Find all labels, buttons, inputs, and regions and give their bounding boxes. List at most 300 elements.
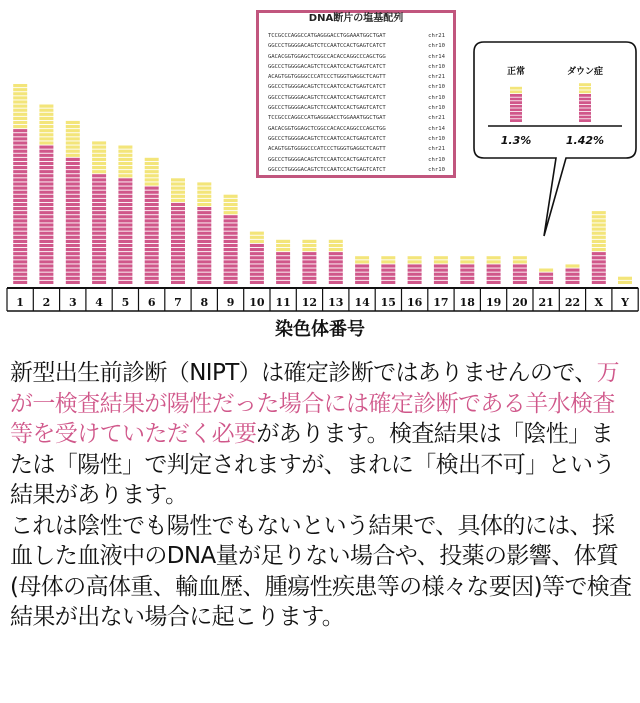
- bar-pink-segment-8: [197, 244, 211, 247]
- bar-yellow-segment-X: [592, 219, 606, 222]
- bar-pink-segment-1: [13, 129, 27, 132]
- bar-pink-segment-2: [39, 269, 53, 272]
- dna-sequence-title: DNA断片の塩基配列: [259, 13, 453, 25]
- bar-pink-segment-8: [197, 232, 211, 235]
- bar-pink-segment-8: [197, 236, 211, 239]
- bar-pink-segment-2: [39, 215, 53, 218]
- bar-yellow-segment-19: [487, 260, 501, 263]
- bar-pink-segment-3: [66, 252, 80, 255]
- bar-pink-segment-5: [118, 203, 132, 206]
- x-tick-label-3: 3: [68, 296, 77, 309]
- dna-sequence-text: GGCCCTGGGGACAGTCTCCAATCCACTGAGTCATCT: [268, 94, 386, 101]
- bar-pink-segment-6: [145, 228, 159, 231]
- bar-yellow-segment-X: [592, 244, 606, 247]
- bar-pink-segment-X: [592, 260, 606, 263]
- bar-pink-segment-4: [92, 199, 106, 202]
- bar-yellow-segment-8: [197, 203, 211, 206]
- bar-yellow-segment-7: [171, 182, 185, 185]
- bar-pink-segment-7: [171, 207, 185, 210]
- bar-pink-segment-1: [13, 158, 27, 161]
- dna-sequence-row: [268, 31, 445, 41]
- bar-yellow-segment-7: [171, 187, 185, 190]
- bar-pink-segment-12: [302, 269, 316, 272]
- bar-yellow-segment-1: [13, 84, 27, 87]
- x-tick-label-2: 2: [42, 296, 51, 309]
- callout-normal-pink-segment: [510, 112, 522, 115]
- bar-yellow-segment-6: [145, 178, 159, 181]
- bar-pink-segment-9: [224, 277, 238, 280]
- callout-down-pink-segment: [579, 116, 591, 119]
- bar-pink-segment-1: [13, 133, 27, 136]
- bar-pink-segment-1: [13, 260, 27, 263]
- bar-yellow-segment-X: [592, 228, 606, 231]
- bar-yellow-segment-X: [592, 223, 606, 226]
- bar-pink-segment-3: [66, 236, 80, 239]
- bar-pink-segment-19: [487, 269, 501, 272]
- dna-sequence-row: [268, 62, 445, 72]
- bar-pink-segment-7: [171, 228, 185, 231]
- bar-pink-segment-1: [13, 219, 27, 222]
- bar-pink-segment-5: [118, 223, 132, 226]
- dna-sequence-text: GGCCCTGGGGACAGTCTCCAATCCACTGAGTCATCT: [268, 84, 386, 91]
- bar-yellow-segment-1: [13, 113, 27, 116]
- x-tick-label-10: 10: [249, 296, 265, 309]
- bar-yellow-segment-17: [434, 260, 448, 263]
- bar-pink-segment-5: [118, 182, 132, 185]
- bar-pink-segment-18: [460, 269, 474, 272]
- bar-pink-segment-4: [92, 174, 106, 177]
- bar-pink-segment-1: [13, 191, 27, 194]
- bar-pink-segment-8: [197, 223, 211, 226]
- bar-yellow-segment-2: [39, 105, 53, 108]
- bar-pink-segment-14: [355, 277, 369, 280]
- bar-pink-segment-19: [487, 277, 501, 280]
- callout-normal-pink-segment: [510, 94, 522, 97]
- dna-chromosome-label: chr10: [428, 84, 445, 91]
- x-tick-label-22: 22: [564, 296, 581, 309]
- bar-pink-segment-4: [92, 244, 106, 247]
- bar-pink-segment-X: [592, 281, 606, 284]
- bar-pink-segment-X: [592, 252, 606, 255]
- bar-yellow-segment-1: [13, 109, 27, 112]
- explanation-text: [10, 358, 634, 633]
- bar-pink-segment-3: [66, 207, 80, 210]
- callout-down-pink-segment: [579, 119, 591, 122]
- bar-pink-segment-8: [197, 252, 211, 255]
- bar-pink-segment-7: [171, 277, 185, 280]
- bar-yellow-segment-6: [145, 162, 159, 165]
- x-tick-label-8: 8: [200, 296, 209, 309]
- bar-yellow-segment-2: [39, 113, 53, 116]
- x-tick-label-21: 21: [538, 296, 554, 309]
- bar-pink-segment-2: [39, 195, 53, 198]
- bar-pink-segment-4: [92, 240, 106, 243]
- bar-pink-segment-1: [13, 240, 27, 243]
- callout-down-label: ダウン症: [566, 67, 603, 77]
- bar-yellow-segment-15: [381, 260, 395, 263]
- bar-yellow-segment-12: [302, 248, 316, 251]
- bar-pink-segment-2: [39, 228, 53, 231]
- bar-pink-segment-7: [171, 211, 185, 214]
- dna-sequence-box: [256, 10, 456, 178]
- bar-pink-segment-5: [118, 187, 132, 190]
- callout-down-percent: 1.42%: [565, 134, 605, 147]
- bar-yellow-segment-10: [250, 240, 264, 243]
- bar-pink-segment-2: [39, 232, 53, 235]
- bar-pink-segment-19: [487, 273, 501, 276]
- bar-yellow-segment-5: [118, 154, 132, 157]
- bar-yellow-segment-10: [250, 232, 264, 235]
- dna-sequence-row: [268, 155, 445, 165]
- bar-pink-segment-1: [13, 199, 27, 202]
- bar-yellow-segment-4: [92, 154, 106, 157]
- bar-pink-segment-1: [13, 141, 27, 144]
- bar-pink-segment-6: [145, 203, 159, 206]
- bar-pink-segment-9: [224, 228, 238, 231]
- bar-pink-segment-22: [566, 281, 580, 284]
- bar-yellow-segment-13: [329, 240, 343, 243]
- bar-pink-segment-3: [66, 264, 80, 267]
- bar-pink-segment-7: [171, 215, 185, 218]
- explanation-part-2: があります。検査結果は「陰性」または「陽性」で判定されますが、まれに「検出不可」という結果があります。: [10, 421, 615, 508]
- bar-pink-segment-1: [13, 232, 27, 235]
- bar-pink-segment-4: [92, 264, 106, 267]
- bar-pink-segment-19: [487, 264, 501, 267]
- bar-pink-segment-20: [513, 264, 527, 267]
- bar-pink-segment-4: [92, 273, 106, 276]
- dna-sequence-row: [268, 124, 445, 134]
- bar-yellow-segment-4: [92, 162, 106, 165]
- callout-down-pink-segment: [579, 112, 591, 115]
- bar-yellow-segment-2: [39, 137, 53, 140]
- bar-yellow-segment-X: [592, 211, 606, 214]
- bar-pink-segment-15: [381, 273, 395, 276]
- bar-pink-segment-2: [39, 158, 53, 161]
- bar-pink-segment-20: [513, 277, 527, 280]
- bar-pink-segment-11: [276, 273, 290, 276]
- dna-chromosome-label: chr14: [428, 125, 445, 132]
- dna-sequence-text: ACAGTGGTGGGGCCCATCCCTGGGTGAGGCTCAGTT: [268, 146, 386, 153]
- bar-pink-segment-1: [13, 207, 27, 210]
- bar-pink-segment-1: [13, 269, 27, 272]
- bar-pink-segment-1: [13, 211, 27, 214]
- bar-pink-segment-8: [197, 240, 211, 243]
- bar-pink-segment-22: [566, 269, 580, 272]
- bar-pink-segment-2: [39, 252, 53, 255]
- bar-pink-segment-4: [92, 248, 106, 251]
- bar-pink-segment-13: [329, 260, 343, 263]
- bar-pink-segment-2: [39, 277, 53, 280]
- bar-pink-segment-2: [39, 150, 53, 153]
- bar-pink-segment-11: [276, 281, 290, 284]
- bar-pink-segment-14: [355, 269, 369, 272]
- bar-pink-segment-20: [513, 269, 527, 272]
- bar-pink-segment-10: [250, 248, 264, 251]
- bar-pink-segment-3: [66, 162, 80, 165]
- bar-pink-segment-4: [92, 207, 106, 210]
- bar-pink-segment-6: [145, 244, 159, 247]
- x-tick-label-16: 16: [406, 296, 423, 309]
- bar-yellow-segment-7: [171, 199, 185, 202]
- bar-pink-segment-7: [171, 244, 185, 247]
- callout-down-pink-segment: [579, 105, 591, 108]
- dna-chromosome-label: chr10: [428, 43, 445, 50]
- bar-pink-segment-8: [197, 269, 211, 272]
- dna-sequence-row: [268, 144, 445, 154]
- bar-pink-segment-11: [276, 256, 290, 259]
- callout-down-yellow-segment: [579, 83, 591, 86]
- bar-pink-segment-7: [171, 232, 185, 235]
- bar-pink-segment-5: [118, 273, 132, 276]
- callout-normal-yellow-segment: [510, 90, 522, 93]
- bar-yellow-segment-3: [66, 125, 80, 128]
- bar-yellow-segment-14: [355, 260, 369, 263]
- callout-normal-label: 正常: [506, 67, 525, 77]
- bar-yellow-segment-3: [66, 133, 80, 136]
- bar-yellow-segment-3: [66, 129, 80, 132]
- bar-pink-segment-X: [592, 256, 606, 259]
- bar-pink-segment-6: [145, 248, 159, 251]
- bar-yellow-segment-2: [39, 141, 53, 144]
- dna-chromosome-label: chr10: [428, 94, 445, 101]
- bar-yellow-segment-3: [66, 150, 80, 153]
- bar-pink-segment-10: [250, 252, 264, 255]
- dna-chromosome-label: chr10: [428, 166, 445, 173]
- bar-pink-segment-18: [460, 281, 474, 284]
- dna-chromosome-label: chr21: [428, 33, 445, 39]
- bar-pink-segment-4: [92, 223, 106, 226]
- bar-pink-segment-15: [381, 269, 395, 272]
- bar-pink-segment-3: [66, 256, 80, 259]
- bar-pink-segment-2: [39, 154, 53, 157]
- bar-pink-segment-3: [66, 273, 80, 276]
- bar-pink-segment-8: [197, 228, 211, 231]
- bar-pink-segment-14: [355, 264, 369, 267]
- bar-pink-segment-16: [408, 277, 422, 280]
- bar-yellow-segment-16: [408, 256, 422, 259]
- bar-yellow-segment-5: [118, 158, 132, 161]
- bar-pink-segment-3: [66, 219, 80, 222]
- bar-pink-segment-11: [276, 264, 290, 267]
- bar-pink-segment-8: [197, 219, 211, 222]
- bar-pink-segment-6: [145, 219, 159, 222]
- bar-pink-segment-6: [145, 277, 159, 280]
- dna-chromosome-label: chr10: [428, 135, 445, 142]
- bar-pink-segment-13: [329, 273, 343, 276]
- dna-sequence-row: [268, 134, 445, 144]
- bar-yellow-segment-4: [92, 170, 106, 173]
- bar-pink-segment-6: [145, 252, 159, 255]
- bar-pink-segment-8: [197, 281, 211, 284]
- bar-pink-segment-9: [224, 244, 238, 247]
- bar-yellow-segment-6: [145, 158, 159, 161]
- dna-sequence-row: [268, 41, 445, 51]
- dna-sequence-text: GGCCCTGGGGACAGTCTCCAATCCACTGAGTCATCT: [268, 135, 386, 142]
- bar-yellow-segment-12: [302, 244, 316, 247]
- bar-pink-segment-8: [197, 264, 211, 267]
- bar-pink-segment-5: [118, 178, 132, 181]
- bar-pink-segment-11: [276, 277, 290, 280]
- bar-pink-segment-1: [13, 281, 27, 284]
- bar-yellow-segment-1: [13, 100, 27, 103]
- bar-pink-segment-1: [13, 154, 27, 157]
- bar-yellow-segment-16: [408, 260, 422, 263]
- bar-yellow-segment-7: [171, 178, 185, 181]
- x-tick-label-6: 6: [147, 296, 156, 309]
- bar-pink-segment-2: [39, 187, 53, 190]
- bar-pink-segment-X: [592, 273, 606, 276]
- bar-pink-segment-17: [434, 277, 448, 280]
- bar-pink-segment-7: [171, 236, 185, 239]
- bar-pink-segment-21: [539, 281, 553, 284]
- bar-pink-segment-16: [408, 273, 422, 276]
- bar-yellow-segment-11: [276, 244, 290, 247]
- bar-pink-segment-3: [66, 277, 80, 280]
- bar-pink-segment-9: [224, 215, 238, 218]
- bar-pink-segment-6: [145, 240, 159, 243]
- bar-pink-segment-6: [145, 195, 159, 198]
- bar-pink-segment-9: [224, 256, 238, 259]
- bar-pink-segment-1: [13, 178, 27, 181]
- dna-chromosome-label: chr10: [428, 105, 445, 112]
- bar-yellow-segment-8: [197, 195, 211, 198]
- bar-yellow-segment-3: [66, 121, 80, 124]
- bar-pink-segment-7: [171, 219, 185, 222]
- bar-pink-segment-2: [39, 240, 53, 243]
- dna-chromosome-label: chr10: [428, 63, 445, 70]
- bar-pink-segment-6: [145, 256, 159, 259]
- bar-yellow-segment-13: [329, 248, 343, 251]
- bar-pink-segment-6: [145, 260, 159, 263]
- bar-pink-segment-X: [592, 277, 606, 280]
- bar-pink-segment-19: [487, 281, 501, 284]
- bar-pink-segment-13: [329, 281, 343, 284]
- bar-pink-segment-8: [197, 260, 211, 263]
- bar-pink-segment-4: [92, 236, 106, 239]
- bar-pink-segment-7: [171, 256, 185, 259]
- dna-sequence-text: GGCCCTGGGGACAGTCTCCAATCCACTGAGTCATCT: [268, 63, 386, 70]
- bar-pink-segment-1: [13, 170, 27, 173]
- bar-pink-segment-3: [66, 174, 80, 177]
- bar-pink-segment-5: [118, 260, 132, 263]
- bar-pink-segment-3: [66, 182, 80, 185]
- bar-yellow-segment-X: [592, 236, 606, 239]
- bar-pink-segment-12: [302, 256, 316, 259]
- bar-pink-segment-6: [145, 191, 159, 194]
- bar-pink-segment-2: [39, 236, 53, 239]
- bar-pink-segment-9: [224, 281, 238, 284]
- bar-pink-segment-1: [13, 223, 27, 226]
- dna-sequence-text: GACACGGTGGAGCTCGGCCACACCAGGCCCAGCTGG: [268, 53, 386, 60]
- dna-sequence-row: [268, 82, 445, 92]
- bar-yellow-segment-4: [92, 141, 106, 144]
- bar-pink-segment-3: [66, 248, 80, 251]
- bar-pink-segment-5: [118, 199, 132, 202]
- callout-normal-pink-segment: [510, 98, 522, 101]
- callout-down-pink-segment: [579, 108, 591, 111]
- bar-yellow-segment-12: [302, 240, 316, 243]
- bar-pink-segment-3: [66, 215, 80, 218]
- bar-pink-segment-2: [39, 182, 53, 185]
- bar-yellow-segment-19: [487, 256, 501, 259]
- bar-yellow-segment-5: [118, 166, 132, 169]
- bar-pink-segment-10: [250, 277, 264, 280]
- dna-sequence-text: TCCGCCCAGGCCATGAGGGACCTGGAAATGGCTGAT: [268, 33, 386, 39]
- bar-pink-segment-9: [224, 232, 238, 235]
- bar-pink-segment-16: [408, 269, 422, 272]
- dna-sequence-row: [268, 72, 445, 82]
- bar-pink-segment-12: [302, 277, 316, 280]
- bar-pink-segment-4: [92, 187, 106, 190]
- bar-yellow-segment-20: [513, 260, 527, 263]
- bar-pink-segment-2: [39, 207, 53, 210]
- bar-pink-segment-1: [13, 182, 27, 185]
- bar-pink-segment-7: [171, 223, 185, 226]
- x-tick-label-5: 5: [121, 296, 130, 309]
- bar-yellow-segment-3: [66, 154, 80, 157]
- bar-yellow-segment-6: [145, 182, 159, 185]
- bar-pink-segment-8: [197, 211, 211, 214]
- bar-pink-segment-9: [224, 269, 238, 272]
- bar-pink-segment-3: [66, 203, 80, 206]
- bar-pink-segment-1: [13, 273, 27, 276]
- bar-pink-segment-4: [92, 281, 106, 284]
- bar-pink-segment-17: [434, 264, 448, 267]
- bar-yellow-segment-22: [566, 264, 580, 267]
- bar-pink-segment-5: [118, 191, 132, 194]
- chromosome-chart: [0, 0, 640, 345]
- bar-pink-segment-6: [145, 211, 159, 214]
- bar-yellow-segment-X: [592, 215, 606, 218]
- callout-normal-pink-segment: [510, 105, 522, 108]
- bar-pink-segment-6: [145, 207, 159, 210]
- bar-pink-segment-12: [302, 264, 316, 267]
- bar-pink-segment-18: [460, 273, 474, 276]
- bar-pink-segment-4: [92, 219, 106, 222]
- bar-pink-segment-2: [39, 191, 53, 194]
- bar-pink-segment-1: [13, 187, 27, 190]
- bar-pink-segment-1: [13, 277, 27, 280]
- bar-yellow-segment-11: [276, 240, 290, 243]
- bar-pink-segment-1: [13, 137, 27, 140]
- bar-yellow-segment-7: [171, 191, 185, 194]
- bar-pink-segment-2: [39, 203, 53, 206]
- x-tick-label-X: X: [594, 296, 604, 309]
- x-tick-label-20: 20: [512, 296, 528, 309]
- bar-yellow-segment-Y: [618, 277, 632, 280]
- bar-pink-segment-1: [13, 166, 27, 169]
- x-tick-label-14: 14: [354, 296, 370, 309]
- bar-yellow-segment-4: [92, 166, 106, 169]
- bar-yellow-segment-1: [13, 92, 27, 95]
- bar-yellow-segment-1: [13, 121, 27, 124]
- bar-yellow-segment-9: [224, 207, 238, 210]
- dna-sequence-row: [268, 103, 445, 113]
- bar-yellow-segment-1: [13, 117, 27, 120]
- bar-pink-segment-3: [66, 199, 80, 202]
- bar-pink-segment-3: [66, 228, 80, 231]
- callout-down-pink-segment: [579, 94, 591, 97]
- bar-yellow-segment-9: [224, 211, 238, 214]
- bar-pink-segment-8: [197, 277, 211, 280]
- bar-pink-segment-7: [171, 264, 185, 267]
- bar-yellow-segment-20: [513, 256, 527, 259]
- bar-pink-segment-4: [92, 191, 106, 194]
- callout-down-yellow-segment: [579, 87, 591, 90]
- bar-pink-segment-4: [92, 256, 106, 259]
- bar-yellow-segment-17: [434, 256, 448, 259]
- dna-sequence-row: [268, 113, 445, 123]
